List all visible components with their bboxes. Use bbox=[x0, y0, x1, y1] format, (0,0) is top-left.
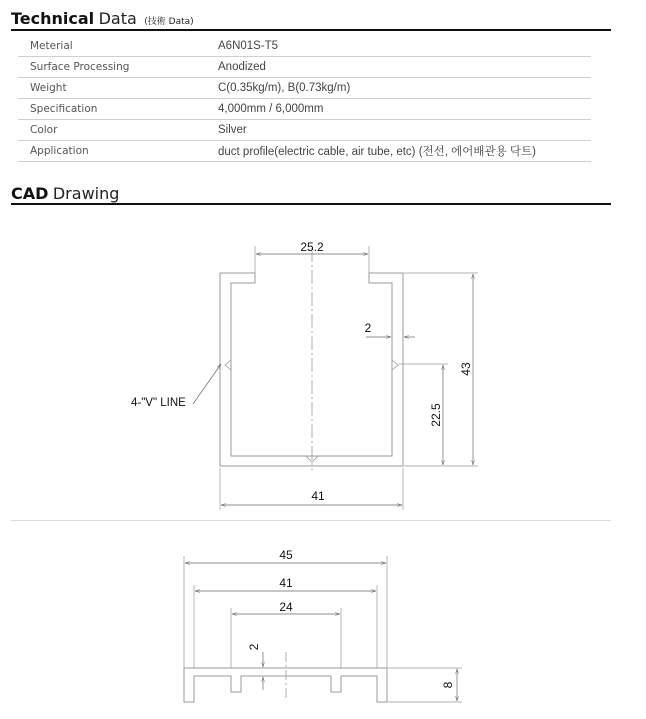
technical-title: Technical bbox=[11, 9, 95, 28]
dim-wall: 2 bbox=[364, 321, 372, 335]
dim-width: 41 bbox=[311, 489, 325, 503]
spec-label: Color bbox=[18, 120, 218, 141]
section-divider bbox=[11, 520, 611, 521]
vline-note: 4-"V" LINE bbox=[131, 397, 186, 409]
dim-height: 8 bbox=[441, 681, 455, 689]
dim-outer: 45 bbox=[279, 548, 293, 562]
spec-value: duct profile(electric cable, air tube, etc) (전선, 에어배관용 닥트) bbox=[218, 141, 591, 162]
b-profile-outline bbox=[184, 668, 387, 702]
spec-value: C(0.35kg/m), B(0.73kg/m) bbox=[218, 78, 591, 99]
dim-height: 43 bbox=[459, 362, 473, 376]
spec-label: Meterial bbox=[18, 36, 218, 57]
dim-half-height: 22.5 bbox=[429, 403, 443, 427]
cad-title: CAD bbox=[11, 184, 49, 203]
spec-value: Silver bbox=[218, 120, 591, 141]
c-profile-outline bbox=[220, 273, 403, 466]
b-profile-drawing bbox=[184, 548, 462, 702]
dim-thickness: 2 bbox=[247, 643, 261, 651]
spec-label: Weight bbox=[18, 78, 218, 99]
spec-value: Anodized bbox=[218, 57, 591, 78]
dim-opening: 25.2 bbox=[300, 240, 324, 254]
data-title: Data bbox=[98, 9, 137, 28]
spec-label: Surface Processing bbox=[18, 57, 218, 78]
spec-label: Application bbox=[18, 141, 218, 162]
spec-value: 4,000mm / 6,000mm bbox=[218, 99, 591, 120]
spec-label: Specification bbox=[18, 99, 218, 120]
dim-inner: 24 bbox=[279, 600, 293, 614]
c-profile-drawing bbox=[131, 240, 478, 510]
spec-value: A6N01S-T5 bbox=[218, 36, 591, 57]
vline-leader bbox=[193, 364, 221, 404]
technical-subtitle: (技術 Data) bbox=[144, 17, 194, 27]
dim-width: 41 bbox=[279, 576, 293, 590]
drawing-title: Drawing bbox=[52, 184, 120, 203]
